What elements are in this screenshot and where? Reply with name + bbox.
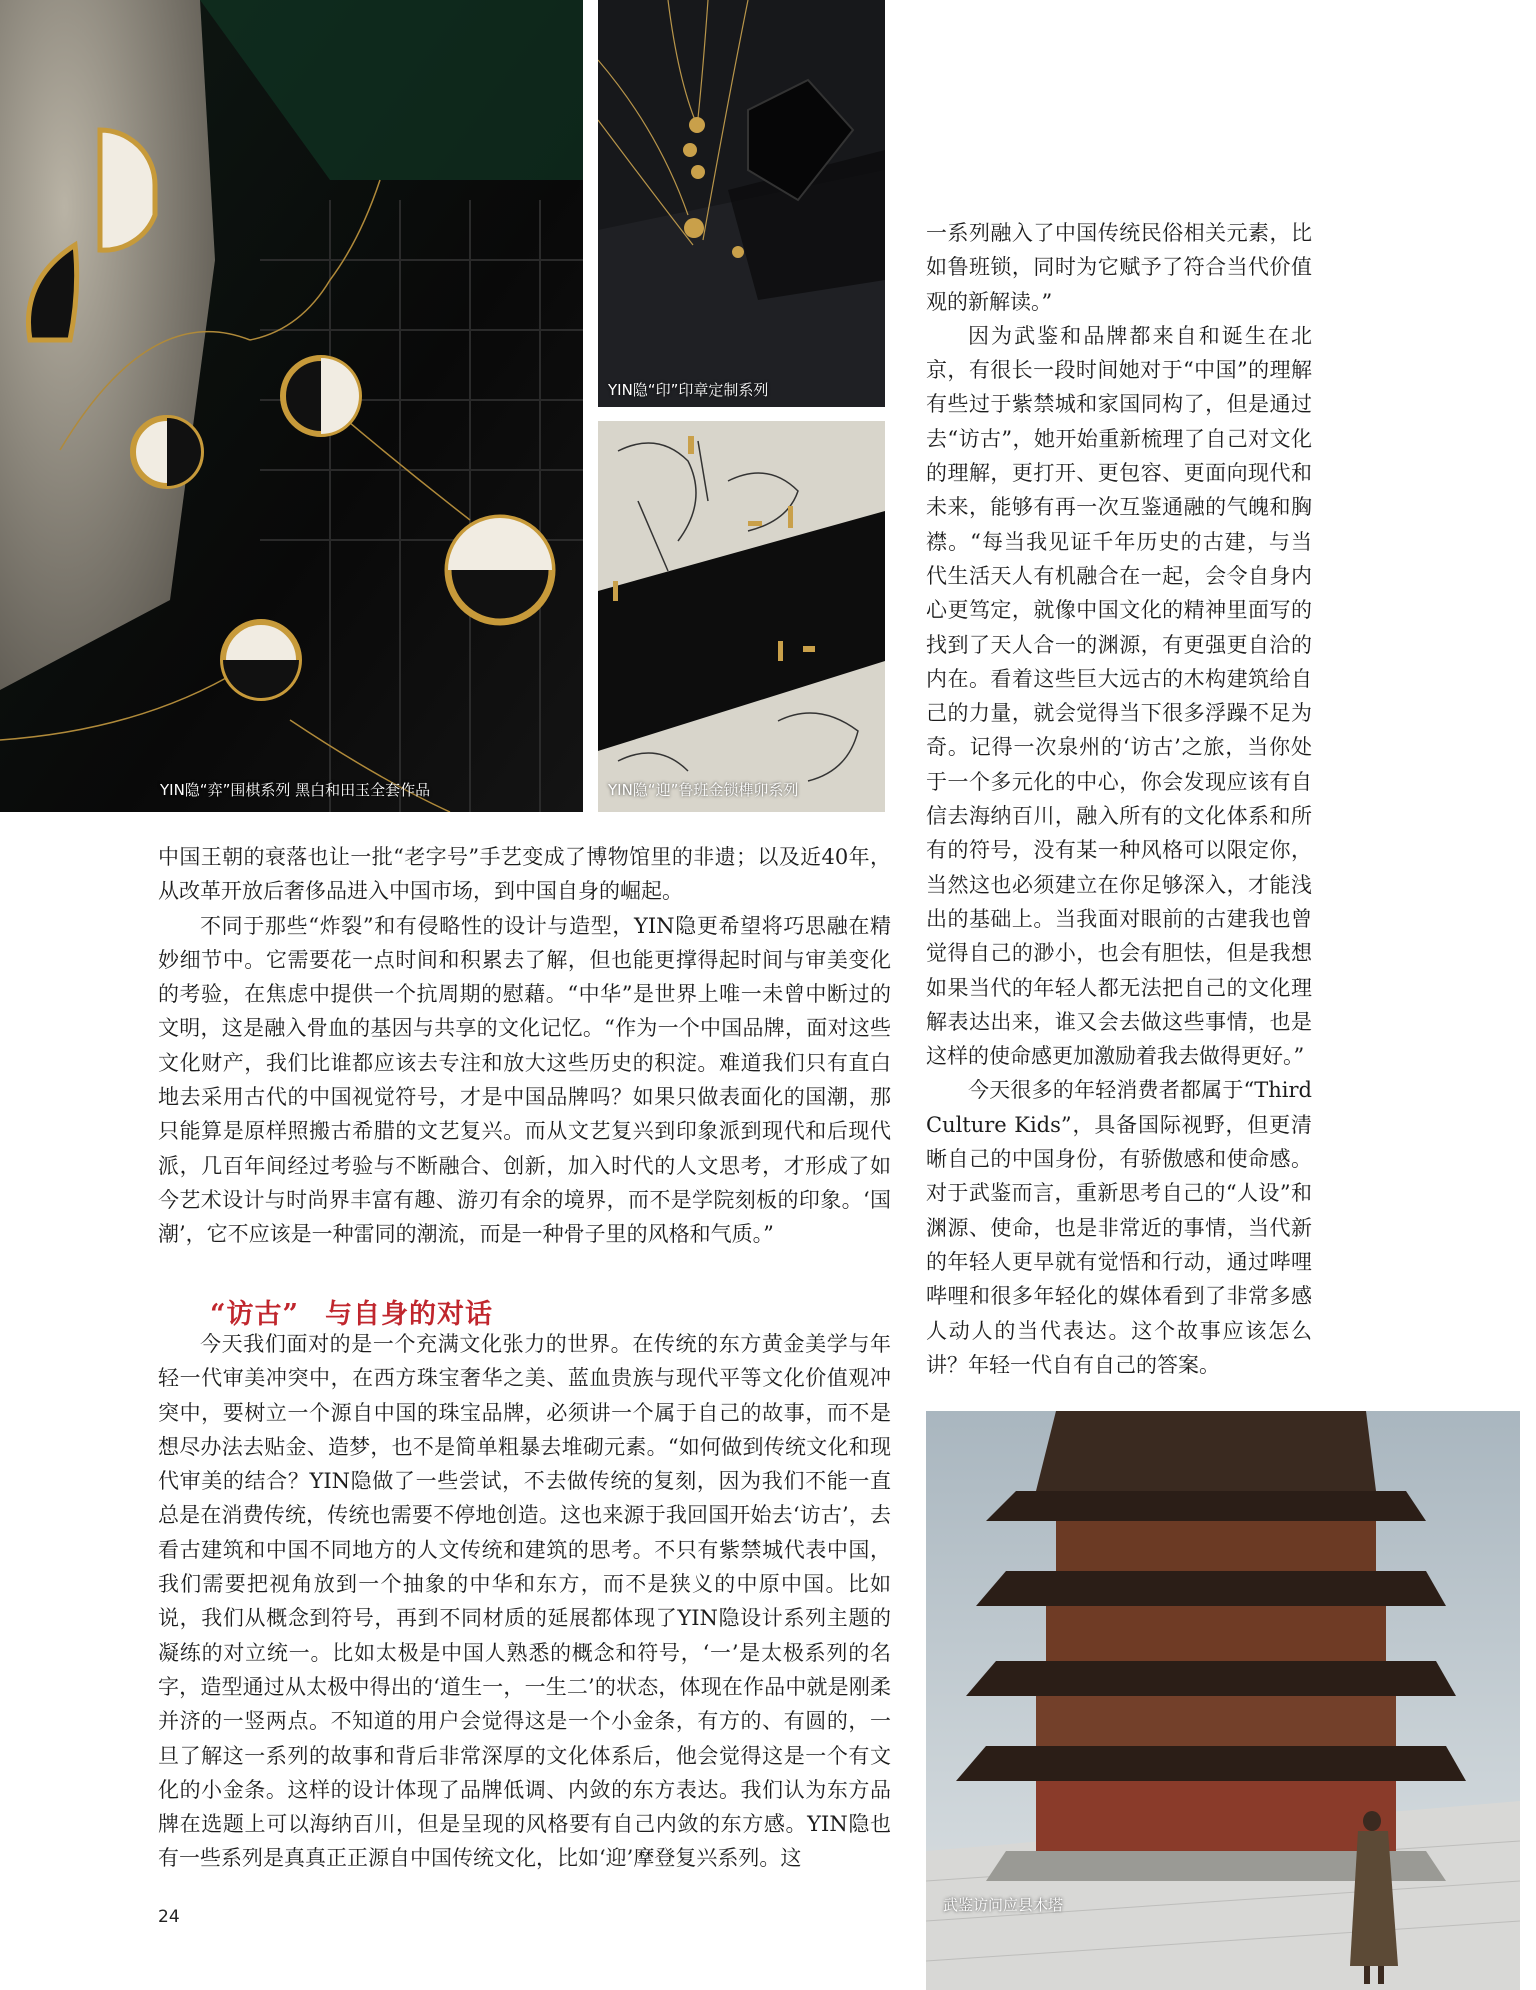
section-paragraph: 今天我们面对的是一个充满文化张力的世界。在传统的东方黄金美学与年轻一代审美冲突中，在西方珠宝奢华之美、蓝血贵族与现代平等文化价值观冲突中，要树立一个源自中国的珠宝品牌，必须讲一个属于自己的故事，而不是想尽办法去贴金、造梦，也不是简单粗暴去堆砌元素。“如何做到传统文化和现代审美的结合？YIN隐做了一些尝试，不去做传统的复刻，因为我们不能一直总是在消费传统，传统也需要不停地创造。这也来源于我回国开始去‘访古’，去看古建筑和中国不同地方的人文传统和建筑的思考。不只有紫禁城代表中国，我们需要把视角放到一个抽象的中华和东方，而不是狭义的中原中国。比如说，我们从概念到符号，再到不同材质的延展都体现了YIN隐设计系列主题的凝练的对立统一。比如太极是中国人熟悉的概念和符号，‘一’是太极系列的名字，造型通过从太极中得出的‘道生一，一生二’的状态，体现在作品中就是刚柔并济的一竖两点。不知道的用户会觉得这是一个小金条，有方的、有圆的，一旦了解这一系列的故事和背后非常深厚的文化体系后，他会觉得这是一个有文化的小金条。这样的设计体现了品牌低调、内敛的东方表达。我们认为东方品牌在选题上可以海纳百川，但是呈现的风格要有自己内敛的东方感。YIN隐也有一些系列是真真正正源自中国传统文化，比如‘迎’摩登复兴系列。这 [158,1332,891,1871]
left-paragraph-2: 不同于那些“炸裂”和有侵略性的设计与造型，YIN隐更希望将巧思融在精妙细节中。它需要花一点时间和积累去了解，但也能更撑得起时间与审美变化的考验，在焦虑中提供一个抗周期的慰藉。“中华”是世界上唯一未曾中断过的文明，这是融入骨血的基因与共享的文化记忆。“作为一个中国品牌，面对这些文化财产，我们比谁都应该去专注和放大这些历史的积淀。难道我们只有直白地去采用古代的中国视觉符号，才是中国品牌吗？如果只做表面化的国潮，那只能算是原样照搬古希腊的文艺复兴。而从文艺复兴到印象派到现代和后现代派，几百年间经过考验与不断融合、创新，加入时代的人文思考，才形成了如今艺术设计与时尚界丰富有趣、游刃有余的境界，而不是学院刻板的印象。‘国潮’，它不应该是一种雷同的潮流，而是一种骨子里的风格和气质。” [158,913,891,1247]
caption-seal-series: YIN隐“印”印章定制系列 [608,381,769,399]
photo-seal-necklaces [598,0,885,407]
photo-luban-lock [598,421,885,812]
right-paragraph-2: 因为武鉴和品牌都来自和诞生在北京，有很长一段时间她对于“中国”的理解有些过于紫禁城和家国同构了，但是通过去“访古”，她开始重新梳理了自己对文化的理解，更打开、更包容、更面向现代和未来，能够有再一次互鉴通融的气魄和胸襟。“每当我见证千年历史的古建，与当代生活天人有机融合在一起，会令自身内心更笃定，就像中国文化的精神里面写的找到了天人合一的渊源，有更强更自洽的内在。看着这些巨大远古的木构建筑给自己的力量，就会觉得当下很多浮躁不足为奇。记得一次泉州的‘访古’之旅，当你处于一个多元化的中心，你会发现应该有自信去海纳百川，融入所有的文化体系和所有的符号，没有某一种风格可以限定你，当然这也必须建立在你足够深入，才能浅出的基础上。当我面对眼前的古建我也曾觉得自己的渺小，也会有胆怯，但是我想如果当代的年轻人都无法把自己的文化理解表达出来，谁又会去做这些事情，也是这样的使命感更加激励着我去做得更好。” [926,323,1312,1069]
caption-lock-series: YIN隐“迎”鲁班金锁榫卯系列 [608,781,799,799]
seal-necklaces-illustration [598,0,885,407]
left-column-text-upper [158,840,891,1252]
luban-lock-illustration [598,421,885,812]
caption-pagoda-visit: 武鉴访问应县木塔 [943,1896,1064,1914]
photo-weiqi-jewelry [0,0,583,812]
right-paragraph-1: 一系列融入了中国传统民俗相关元素，比如鲁班锁，同时为它赋予了符合当代价值观的新解读。” [926,221,1312,314]
right-column-text [926,216,1312,1382]
caption-weiqi-series: YIN隐“弈”围棋系列 黑白和田玉全套作品 [160,781,431,799]
right-paragraph-3: 今天很多的年轻消费者都属于“Third Culture Kids”，具备国际视野，但更清晰自己的中国身份，有骄傲感和使命感。对于武鉴而言，重新思考自己的“人设”和渊源、使命，也是非常近的事情，当代新的年轻人更早就有觉悟和行动，通过哔哩哔哩和很多年轻化的媒体看到了非常多感人动人的当代表达。这个故事应该怎么讲？年轻一代自有自己的答案。 [926,1078,1312,1377]
section-heading-quote: “访古” [210,1299,300,1330]
section-heading-title: 与自身的对话 [325,1299,494,1330]
page-number: 24 [158,1907,180,1927]
photo-wooden-pagoda [926,1411,1520,1990]
left-paragraph-1: 中国王朝的衰落也让一批“老字号”手艺变成了博物馆里的非遗；以及近40年，从改革开放后奢侈品进入中国市场，到中国自身的崛起。 [158,845,891,904]
left-column-text-lower [158,1327,891,1876]
section-heading [210,1292,493,1331]
weiqi-jewelry-illustration [0,0,583,812]
